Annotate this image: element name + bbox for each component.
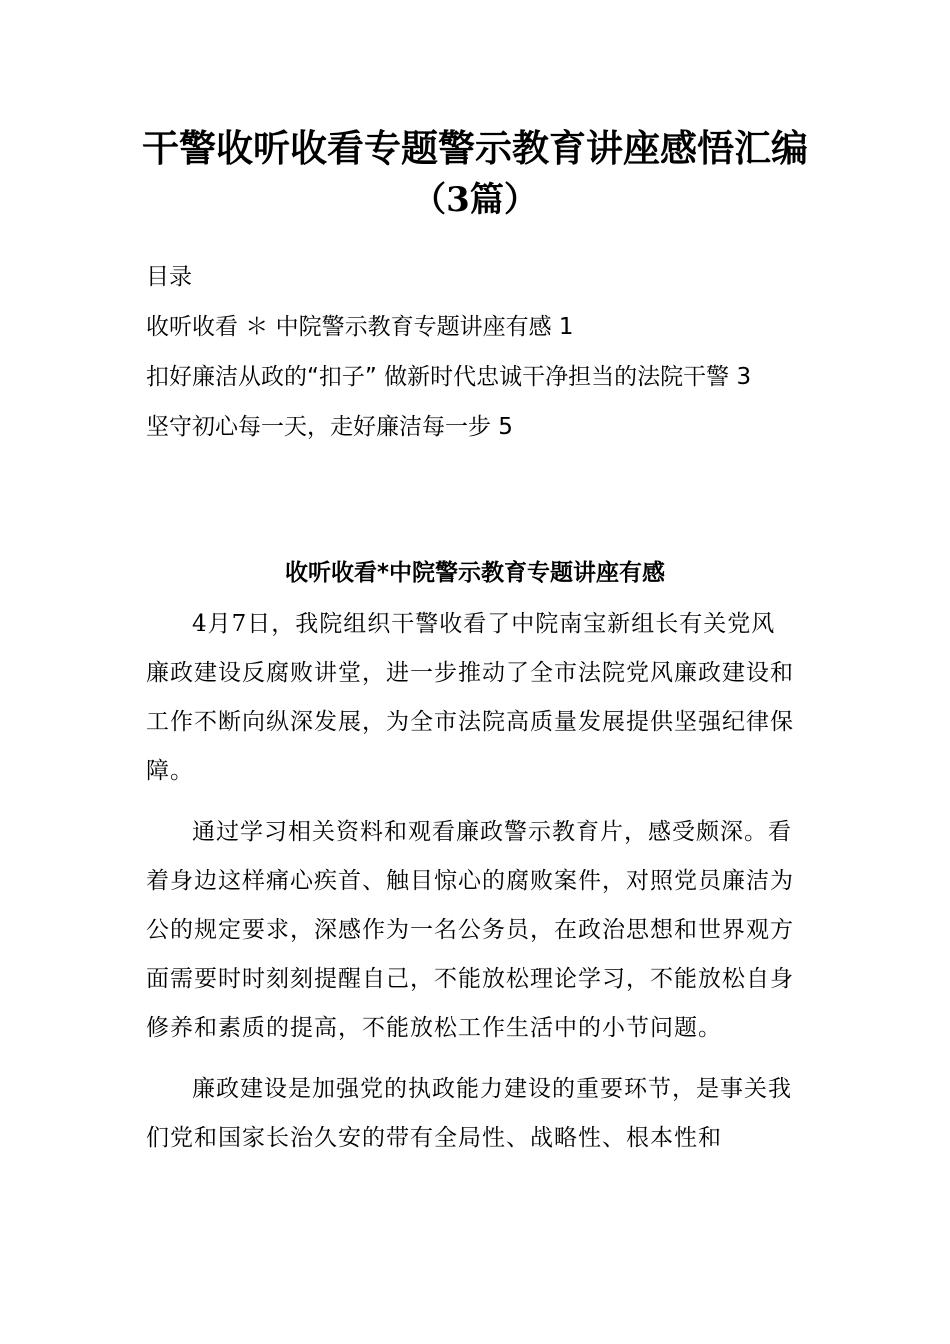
body-paragraph: 廉政建设是加强党的执政能力建设的重要环节，是事关我们党和国家长治久安的带有全局性、战略性、根本性和 (146, 1076, 792, 1151)
toc-item: 收听收看 ＊ 中院警示教育专题讲座有感 1 (146, 314, 574, 340)
toc-item: 坚守初心每一天，走好廉洁每一步 5 (146, 414, 513, 440)
toc-item: 扣好廉洁从政的“扣子” 做新时代忠诚干净担当的法院干警 3 (146, 364, 752, 390)
body-paragraph: 通过学习相关资料和观看廉政警示教育片，感受颇深。看着身边这样痛心疾首、触目惊心的腐败案件，对照党员廉洁为公的规定要求，深感作为一名公务员，在政治思想和世界观方面需要时时刻刻提醒自己，不能放松理论学习，不能放松自身修养和素质的提高，不能放松工作生活中的小节问题。 (146, 819, 794, 1041)
body-paragraph: 4月7日，我院组织干警收看了中院南宝新组长有关党风廉政建设反腐败讲堂，进一步推动了全市法院党风廉政建设和工作不断向纵深发展，为全市法院高质量发展提供坚强纪律保障。 (146, 611, 794, 784)
document-subtitle: （3篇） (412, 180, 538, 220)
toc-heading: 目录 (146, 264, 192, 290)
section-body (146, 600, 796, 1175)
table-of-contents (146, 252, 806, 452)
document-title: 干警收听收看专题警示教育讲座感悟汇编 (142, 126, 808, 170)
section-heading: 收听收看*中院警示教育专题讲座有感 (284, 560, 666, 586)
